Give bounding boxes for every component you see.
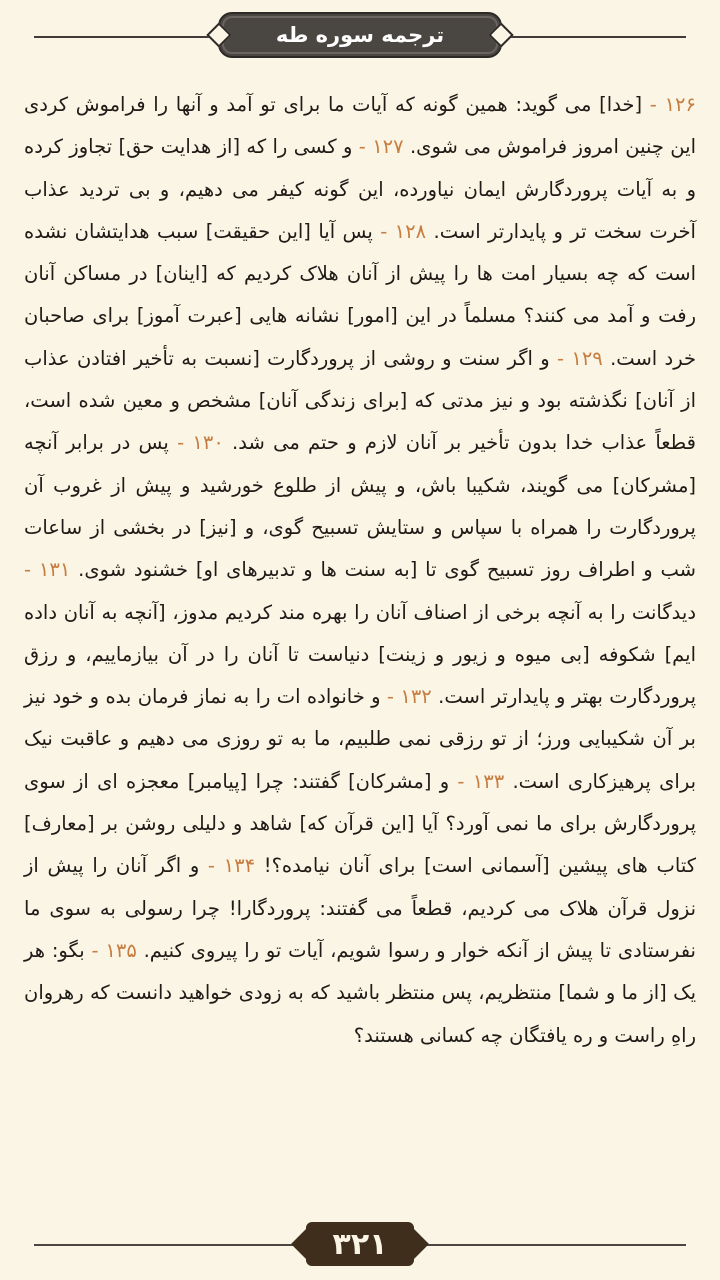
page-number: ۳۲۱ — [332, 1226, 388, 1262]
verse-number: ۱۳۲ - — [380, 685, 432, 709]
verse-number: ۱۲۶ - — [642, 93, 696, 116]
badge-right-tip — [395, 1227, 429, 1261]
verse-text: و خانواده ات را به نماز فرمان بده و خود نیز بر آن شکیبایی ورز؛ از تو رزقی نمی طلبیم، ما به تو روزی می دهیم و عاقبت نیک برای پرهیزکاری است. — [24, 685, 697, 793]
page-number-badge — [306, 1222, 414, 1266]
verse-number: ۱۳۱ - — [24, 558, 71, 582]
verse-text: و اگر آنان را پیش از نزول قرآن هلاک می کردیم، قطعاً می گفتند: پروردگارا! چرا رسولی به سوی ما نفرستادی تا پیش از آنکه خوار و رسوا شویم، آیات تو را پیروی کنیم. — [24, 854, 696, 962]
verse-number: ۱۳۰ - — [168, 431, 224, 455]
badge-left-tip — [291, 1227, 325, 1261]
verse-number: ۱۳۵ - — [84, 938, 137, 962]
banner-left-ornament — [206, 22, 231, 47]
verse-text: پس آیا [این حقیقت] سبب هدایتشان نشده است که چه بسیار امت ها را پیش از آنان هلاک کردیم که [اینان] در مساکن آنان رفت و آمد می کنند؟ مسلماً در این [امور] نشانه هایی [عبرت آموز] برای صاحبان خرد است. — [24, 219, 697, 370]
verse-text: و اگر سنت و روشی از پروردگارت [نسبت به تأخیر افتادن عذاب از آنان] نگذشته بود و نیز مدتی که [برای زندگی آنان] مشخص و معین شده است، قطعاً عذاب خدا بدون تأخیر بر آنان لازم و حتم می شد. — [24, 346, 697, 455]
verse-text: بگو: هر یک [از ما و شما] منتظریم، پس منتظر باشید که به زودی خواهید دانست که رهروان راهِ راست و ره یافتگان چه کسانی هستند؟ — [24, 938, 696, 1047]
banner-right-ornament — [488, 22, 513, 47]
surah-title: ترجمه سوره طه — [275, 23, 445, 47]
verse-number: ۱۳۳ - — [449, 769, 505, 793]
verse-text: و کسی را که [از هدایت حق] تجاوز کرده و به آیات پروردگارش ایمان نیاورده، این گونه کیفر می دهیم، و بی تردید عذاب آخرت سخت تر و پایدارتر است. — [24, 135, 696, 243]
verse-text: دیدگانت را به آنچه برخی از اصناف آنان را بهره مند کردیم مدوز، [آنچه به آنان داده ایم] شکوفه [بی میوه و زیور و زینت] دنیاست تا آنان را در آن بیازماییم، و رزق پروردگارت بهتر و پایدارتر است. — [24, 600, 696, 709]
verse-text: [خدا] می گوید: همین گونه که آیات ما برای تو آمد و آنها را فراموش کردی این چنین امروز فراموش می شوی. — [24, 93, 696, 159]
verse-number: ۱۲۹ - — [549, 346, 603, 370]
verse-text: و [مشرکان] گفتند: چرا [پیامبر] معجزه ای از سوی پروردگارش برای ما نمی آورد؟ آیا [این قرآن که] شاهد و دلیلی روشن بر [معارف] کتاب های پیشین [آسمانی است] برای آنان نیامده؟! — [24, 769, 696, 878]
verse-number: ۱۳۴ - — [199, 854, 256, 878]
surah-title-banner — [218, 12, 502, 58]
translation-text — [24, 84, 696, 1057]
verse-number: ۱۲۷ - — [352, 135, 404, 159]
verse-number: ۱۲۸ - — [372, 219, 427, 243]
verse-text: پس در برابر آنچه [مشرکان] می گویند، شکیبا باش، و پیش از طلوع خورشید و پیش از غروب آن پروردگارت را همراه با سپاس و ستایش تسبیح گوی، و [نیز] در بخشی از ساعات شب و اطراف روز تسبیح گوی تا [به سنت ها و تدبیرهای او] خشنود شوی. — [24, 431, 696, 582]
